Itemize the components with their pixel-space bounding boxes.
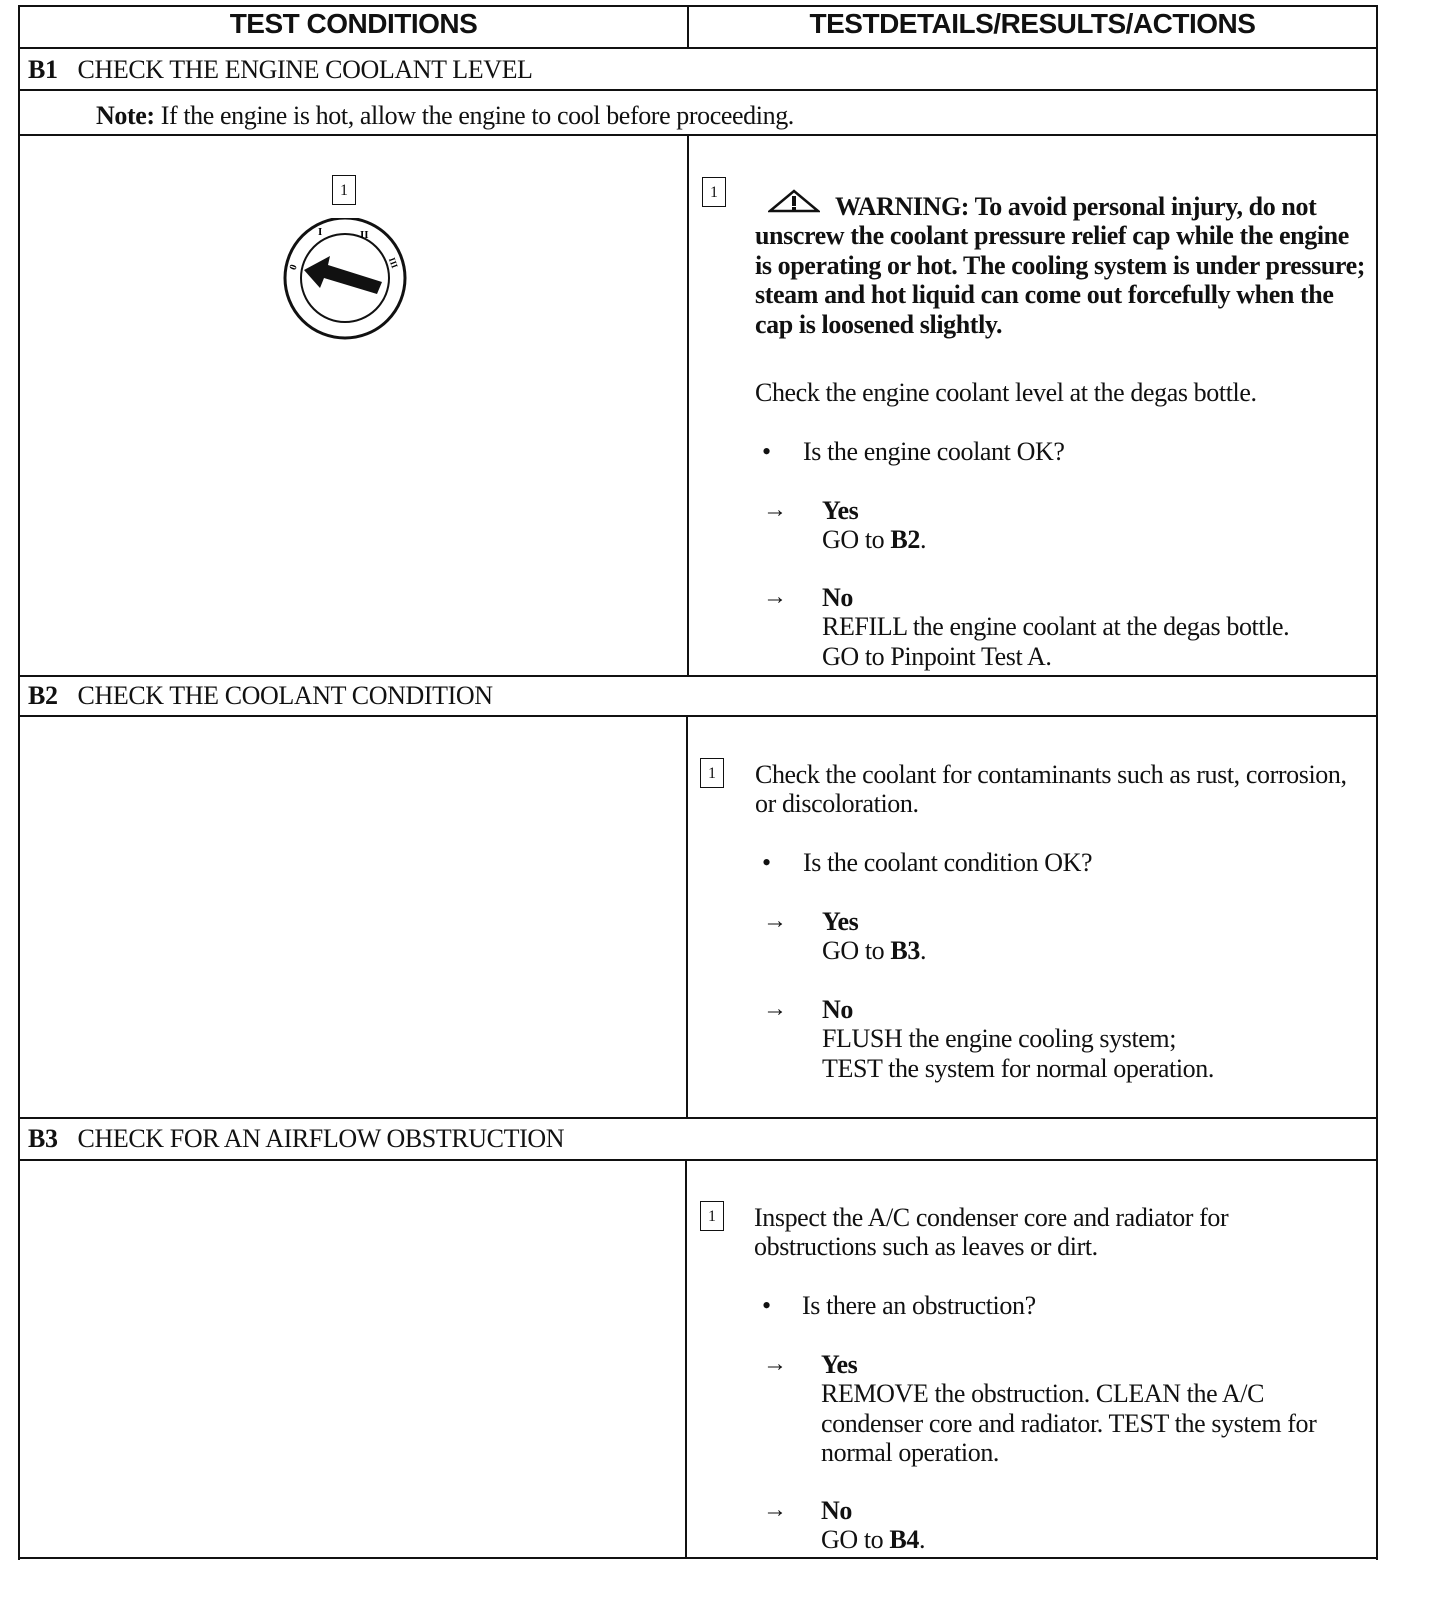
column-divider bbox=[686, 716, 688, 1118]
yes-label: Yes bbox=[822, 496, 859, 525]
arrow-right-icon: → bbox=[763, 908, 787, 934]
section-id: B3 bbox=[28, 1124, 58, 1153]
no-text: REFILL the engine coolant at the degas bottle. GO to Pinpoint Test A. bbox=[822, 612, 1290, 671]
table-border-top bbox=[18, 5, 1378, 7]
table-border-right bbox=[1376, 5, 1378, 1560]
no-label: No bbox=[822, 995, 853, 1024]
switch-position-1: I bbox=[318, 226, 323, 238]
no-text: FLUSH the engine cooling system; bbox=[822, 1024, 1177, 1054]
instruction: Check the engine coolant level at the degas bottle. bbox=[755, 378, 1257, 407]
header-test-details: TESTDETAILS/RESULTS/ACTIONS bbox=[809, 8, 1256, 39]
yes-reference: B2 bbox=[890, 525, 920, 555]
no-result bbox=[822, 995, 1214, 1083]
note-label: Note: bbox=[96, 101, 155, 130]
question: Is the engine coolant OK? bbox=[803, 437, 1065, 466]
yes-reference: B3 bbox=[890, 936, 920, 966]
yes-text: GO to bbox=[822, 525, 891, 555]
note bbox=[96, 101, 794, 131]
arrow-right-icon: → bbox=[763, 584, 787, 610]
section-title: CHECK THE ENGINE COOLANT LEVEL bbox=[77, 55, 533, 84]
row-divider bbox=[18, 134, 1378, 136]
no-text: TEST the system for normal operation. bbox=[822, 1053, 1214, 1083]
warning-body: To avoid personal injury, do not unscrew the coolant pressure relief cap while the engine is operating or hot. The cooling system is under pressure; steam and hot liquid can come out forcefully when the cap is loosened slightly. bbox=[755, 192, 1365, 339]
section-b3-title bbox=[28, 1124, 564, 1154]
row-divider bbox=[18, 675, 1378, 677]
column-divider bbox=[687, 135, 689, 676]
arrow-right-icon: → bbox=[763, 1351, 787, 1377]
question: Is the coolant condition OK? bbox=[803, 848, 1093, 877]
no-reference: B4 bbox=[889, 1525, 919, 1555]
note-text: If the engine is hot, allow the engine to cool before proceeding. bbox=[154, 101, 794, 130]
section-b1-title bbox=[28, 55, 533, 85]
bullet-icon: • bbox=[762, 848, 772, 877]
punct: . bbox=[918, 1525, 926, 1555]
instruction: Check the coolant for contaminants such as rust, corrosion, or discoloration. bbox=[755, 760, 1347, 819]
no-text: GO to bbox=[821, 1525, 890, 1555]
yes-text: GO to bbox=[822, 936, 891, 966]
switch-position-0: 0 bbox=[287, 263, 300, 272]
bullet-icon: • bbox=[762, 1291, 772, 1320]
section-b2-title bbox=[28, 681, 493, 711]
yes-result bbox=[821, 1350, 1361, 1468]
switch-position-2: II bbox=[360, 229, 369, 241]
arrow-right-icon: → bbox=[763, 1497, 787, 1523]
header-test-conditions: TEST CONDITIONS bbox=[229, 8, 478, 39]
switch-position-3: III bbox=[386, 256, 400, 270]
punct: . bbox=[919, 525, 927, 555]
instruction: Inspect the A/C condenser core and radiator for obstructions such as leaves or dirt. bbox=[754, 1203, 1229, 1262]
no-result bbox=[821, 1496, 925, 1555]
yes-label: Yes bbox=[821, 1350, 858, 1379]
section-title: CHECK FOR AN AIRFLOW OBSTRUCTION bbox=[77, 1124, 565, 1153]
section-id: B2 bbox=[28, 681, 58, 710]
table-border-left bbox=[18, 5, 20, 1560]
yes-label: Yes bbox=[822, 907, 859, 936]
question: Is there an obstruction? bbox=[802, 1291, 1036, 1320]
ignition-switch-icon bbox=[282, 218, 408, 340]
arrow-right-icon: → bbox=[763, 497, 787, 523]
yes-result bbox=[822, 496, 1362, 555]
row-divider bbox=[18, 715, 1378, 717]
no-result bbox=[822, 583, 1312, 671]
punct: . bbox=[919, 936, 927, 966]
no-label: No bbox=[822, 583, 853, 612]
yes-text: REMOVE the obstruction. CLEAN the A/C condenser core and radiator. TEST the system for normal operation. bbox=[821, 1379, 1317, 1468]
row-divider bbox=[18, 1117, 1378, 1119]
step-number-box: 1 bbox=[702, 177, 726, 207]
warning-label: WARNING: bbox=[835, 192, 970, 221]
arrow-right-icon: → bbox=[763, 996, 787, 1022]
bullet-icon: • bbox=[762, 437, 772, 466]
warning-text bbox=[755, 192, 1370, 339]
section-id: B1 bbox=[28, 55, 58, 84]
column-divider bbox=[685, 1160, 687, 1558]
row-divider bbox=[18, 89, 1378, 91]
no-label: No bbox=[821, 1496, 852, 1525]
yes-result bbox=[822, 907, 926, 966]
step-number-box: 1 bbox=[700, 758, 724, 788]
row-divider bbox=[18, 1159, 1378, 1161]
step-number-box: 1 bbox=[700, 1201, 724, 1231]
row-divider bbox=[18, 47, 1378, 49]
step-number-box: 1 bbox=[332, 175, 356, 205]
section-title: CHECK THE COOLANT CONDITION bbox=[77, 681, 493, 710]
table-border-bottom bbox=[18, 1557, 1378, 1559]
